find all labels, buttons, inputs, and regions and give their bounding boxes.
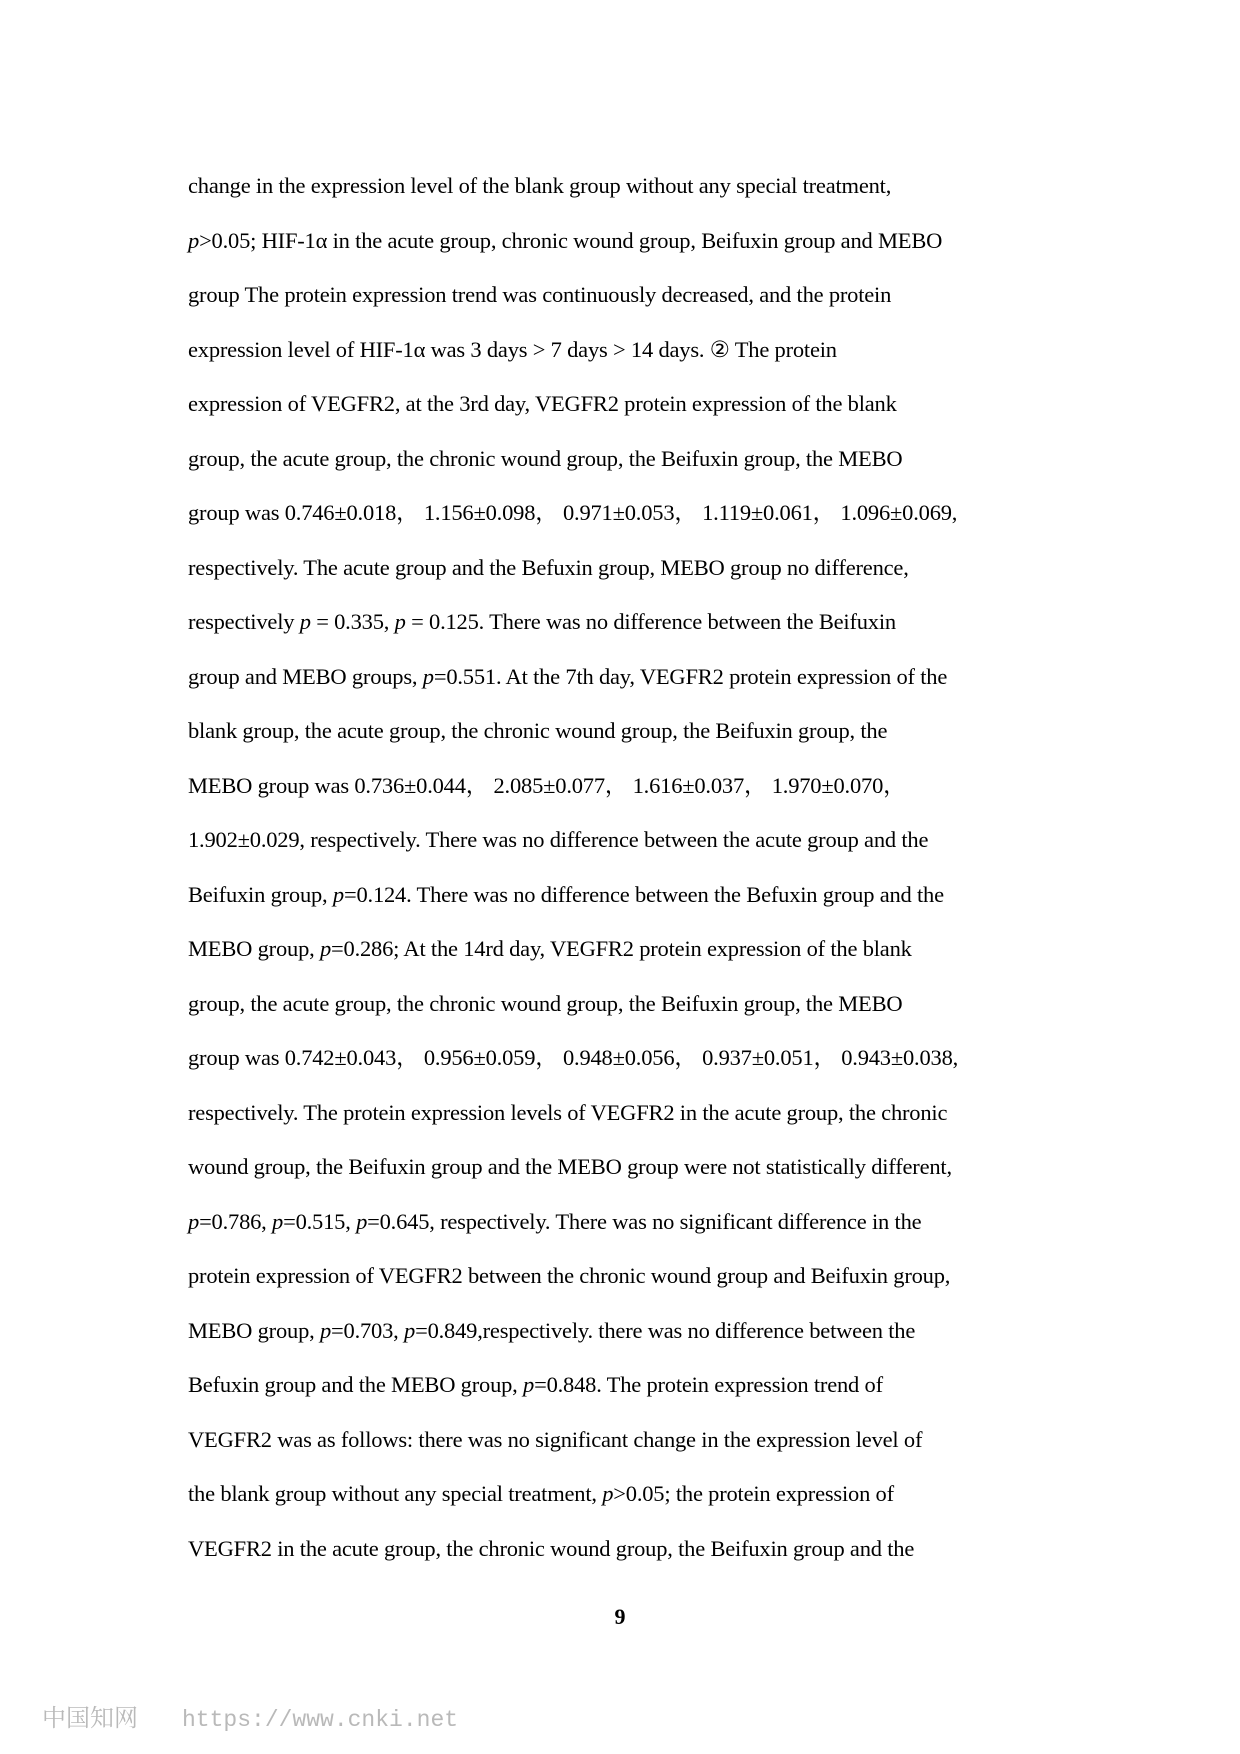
watermark-url: https://www.cnki.net [182,1707,459,1733]
text-line: protein expression of VEGFR2 between the chronic wound group and Beifuxin group, [188,1263,951,1288]
text-line: expression of VEGFR2, at the 3rd day, VEGFR2 protein expression of the blank [188,391,897,416]
text-line: p>0.05; HIF-1α in the acute group, chronic wound group, Beifuxin group and MEBO [188,227,943,253]
page-number: 9 [614,1604,626,1629]
text-line: MEBO group, p=0.286; At the 14rd day, VEGFR2 protein expression of the blank [188,936,912,961]
text-line: respectively p = 0.335, p = 0.125. There was no difference between the Beifuxin [188,609,896,634]
text-line: group The protein expression trend was continuously decreased, and the protein [188,282,892,307]
text-line: VEGFR2 in the acute group, the chronic wound group, the Beifuxin group and the [188,1535,915,1561]
text-line: 1.902±0.029, respectively. There was no difference between the acute group and the [188,827,929,852]
watermark-site-name: 中国知网 [42,1704,138,1732]
text-line: MEBO group was 0.736±0.044， 2.085±0.077， 1.616±0.037， 1.970±0.070， [188,772,906,798]
text-line: group was 0.742±0.043， 0.956±0.059， 0.948±0.056， 0.937±0.051， 0.943±0.038, [188,1045,959,1070]
text-line: blank group, the acute group, the chronic wound group, the Beifuxin group, the [188,718,888,743]
text-line: expression level of HIF-1α was 3 days > 7 days > 14 days. ② The protein [188,336,837,362]
text-line: change in the expression level of the blank group without any special treatment, [188,173,892,198]
text-line: group and MEBO groups, p=0.551. At the 7th day, VEGFR2 protein expression of the [188,663,948,689]
text-line: VEGFR2 was as follows: there was no significant change in the expression level of [188,1426,923,1452]
text-line: group, the acute group, the chronic wound group, the Beifuxin group, the MEBO [188,445,903,471]
text-line: wound group, the Beifuxin group and the MEBO group were not statistically different, [188,1154,952,1179]
watermark [42,1698,458,1733]
text-line: p=0.786, p=0.515, p=0.645, respectively. There was no significant difference in the [188,1208,922,1234]
text-line: Beifuxin group, p=0.124. There was no difference between the Befuxin group and the [188,881,944,907]
text-line: the blank group without any special treatment, p>0.05; the protein expression of [188,1481,894,1506]
text-line: group was 0.746±0.018， 1.156±0.098， 0.971±0.053， 1.119±0.061， 1.096±0.069, [188,500,958,525]
text-line: respectively. The acute group and the Befuxin group, MEBO group no difference, [188,554,909,580]
body-text [188,162,1068,1579]
text-line: MEBO group, p=0.703, p=0.849,respectively. there was no difference between the [188,1317,916,1343]
text-line: respectively. The protein expression levels of VEGFR2 in the acute group, the chronic [188,1099,948,1125]
text-line: group, the acute group, the chronic wound group, the Beifuxin group, the MEBO [188,990,903,1016]
text-line: Befuxin group and the MEBO group, p=0.848. The protein expression trend of [188,1372,883,1397]
